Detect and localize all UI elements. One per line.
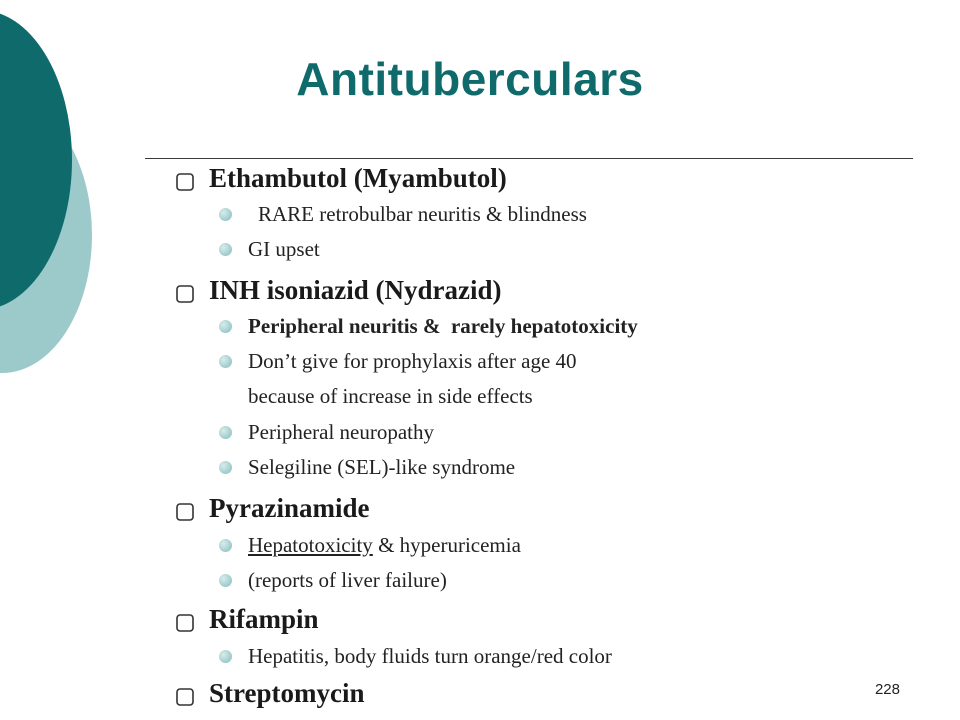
drug-item (175, 162, 507, 194)
bullet-dot-icon (219, 208, 232, 221)
checkbox-bullet-icon (175, 168, 195, 188)
point-text: & hyperuricemia (372, 532, 521, 557)
bullet-dot-icon (219, 320, 232, 333)
point-text: RARE retrobulbar neuritis & blindness (258, 201, 587, 226)
bullet-dot-icon (219, 355, 232, 368)
drug-item (175, 274, 502, 306)
drug-name: Ethambutol (Myambutol) (209, 162, 507, 193)
slide-title: Antituberculars (296, 53, 644, 105)
point-text: (reports of liver failure) (248, 567, 447, 592)
drug-item (175, 677, 365, 709)
point-text: Peripheral neuropathy (248, 419, 435, 444)
drug-name: INH isoniazid (Nydrazid) (209, 274, 502, 305)
drug-name: Pyrazinamide (209, 492, 370, 523)
drug-point (219, 201, 587, 227)
drug-point (219, 419, 434, 445)
bullet-dot-icon (219, 574, 232, 587)
drug-point (219, 313, 638, 339)
drug-point (219, 567, 447, 593)
checkbox-bullet-icon (175, 683, 195, 703)
page-number: 228 (874, 681, 900, 698)
checkbox-bullet-icon (175, 280, 195, 300)
drug-name: Rifampin (209, 603, 319, 634)
checkbox-bullet-icon (175, 498, 195, 518)
drug-point (219, 532, 521, 558)
drug-point (219, 236, 320, 262)
drug-name: Streptomycin (209, 677, 365, 708)
bullet-dot-icon (219, 650, 232, 663)
drug-point (219, 348, 577, 374)
drug-item (175, 603, 319, 635)
drug-point-continuation (248, 383, 533, 409)
point-text: because of increase in side effects (248, 383, 533, 408)
bullet-dot-icon (219, 461, 232, 474)
point-text: Hepatitis, body fluids turn orange/red color (248, 643, 612, 668)
point-text: Don’t give for prophylaxis after age 40 (248, 348, 577, 373)
point-text: Selegiline (SEL)-like syndrome (248, 454, 516, 479)
bullet-dot-icon (219, 539, 232, 552)
bullet-dot-icon (219, 243, 232, 256)
point-text: GI upset (248, 236, 320, 261)
drug-point (219, 643, 612, 669)
point-text: Peripheral neuritis & rarely hepatotoxicity (248, 313, 638, 338)
checkbox-bullet-icon (175, 609, 195, 629)
bullet-dot-icon (219, 426, 232, 439)
drug-item (175, 492, 369, 524)
point-text-emphasis: Hepatotoxicity (248, 532, 373, 557)
drug-point (219, 454, 515, 480)
